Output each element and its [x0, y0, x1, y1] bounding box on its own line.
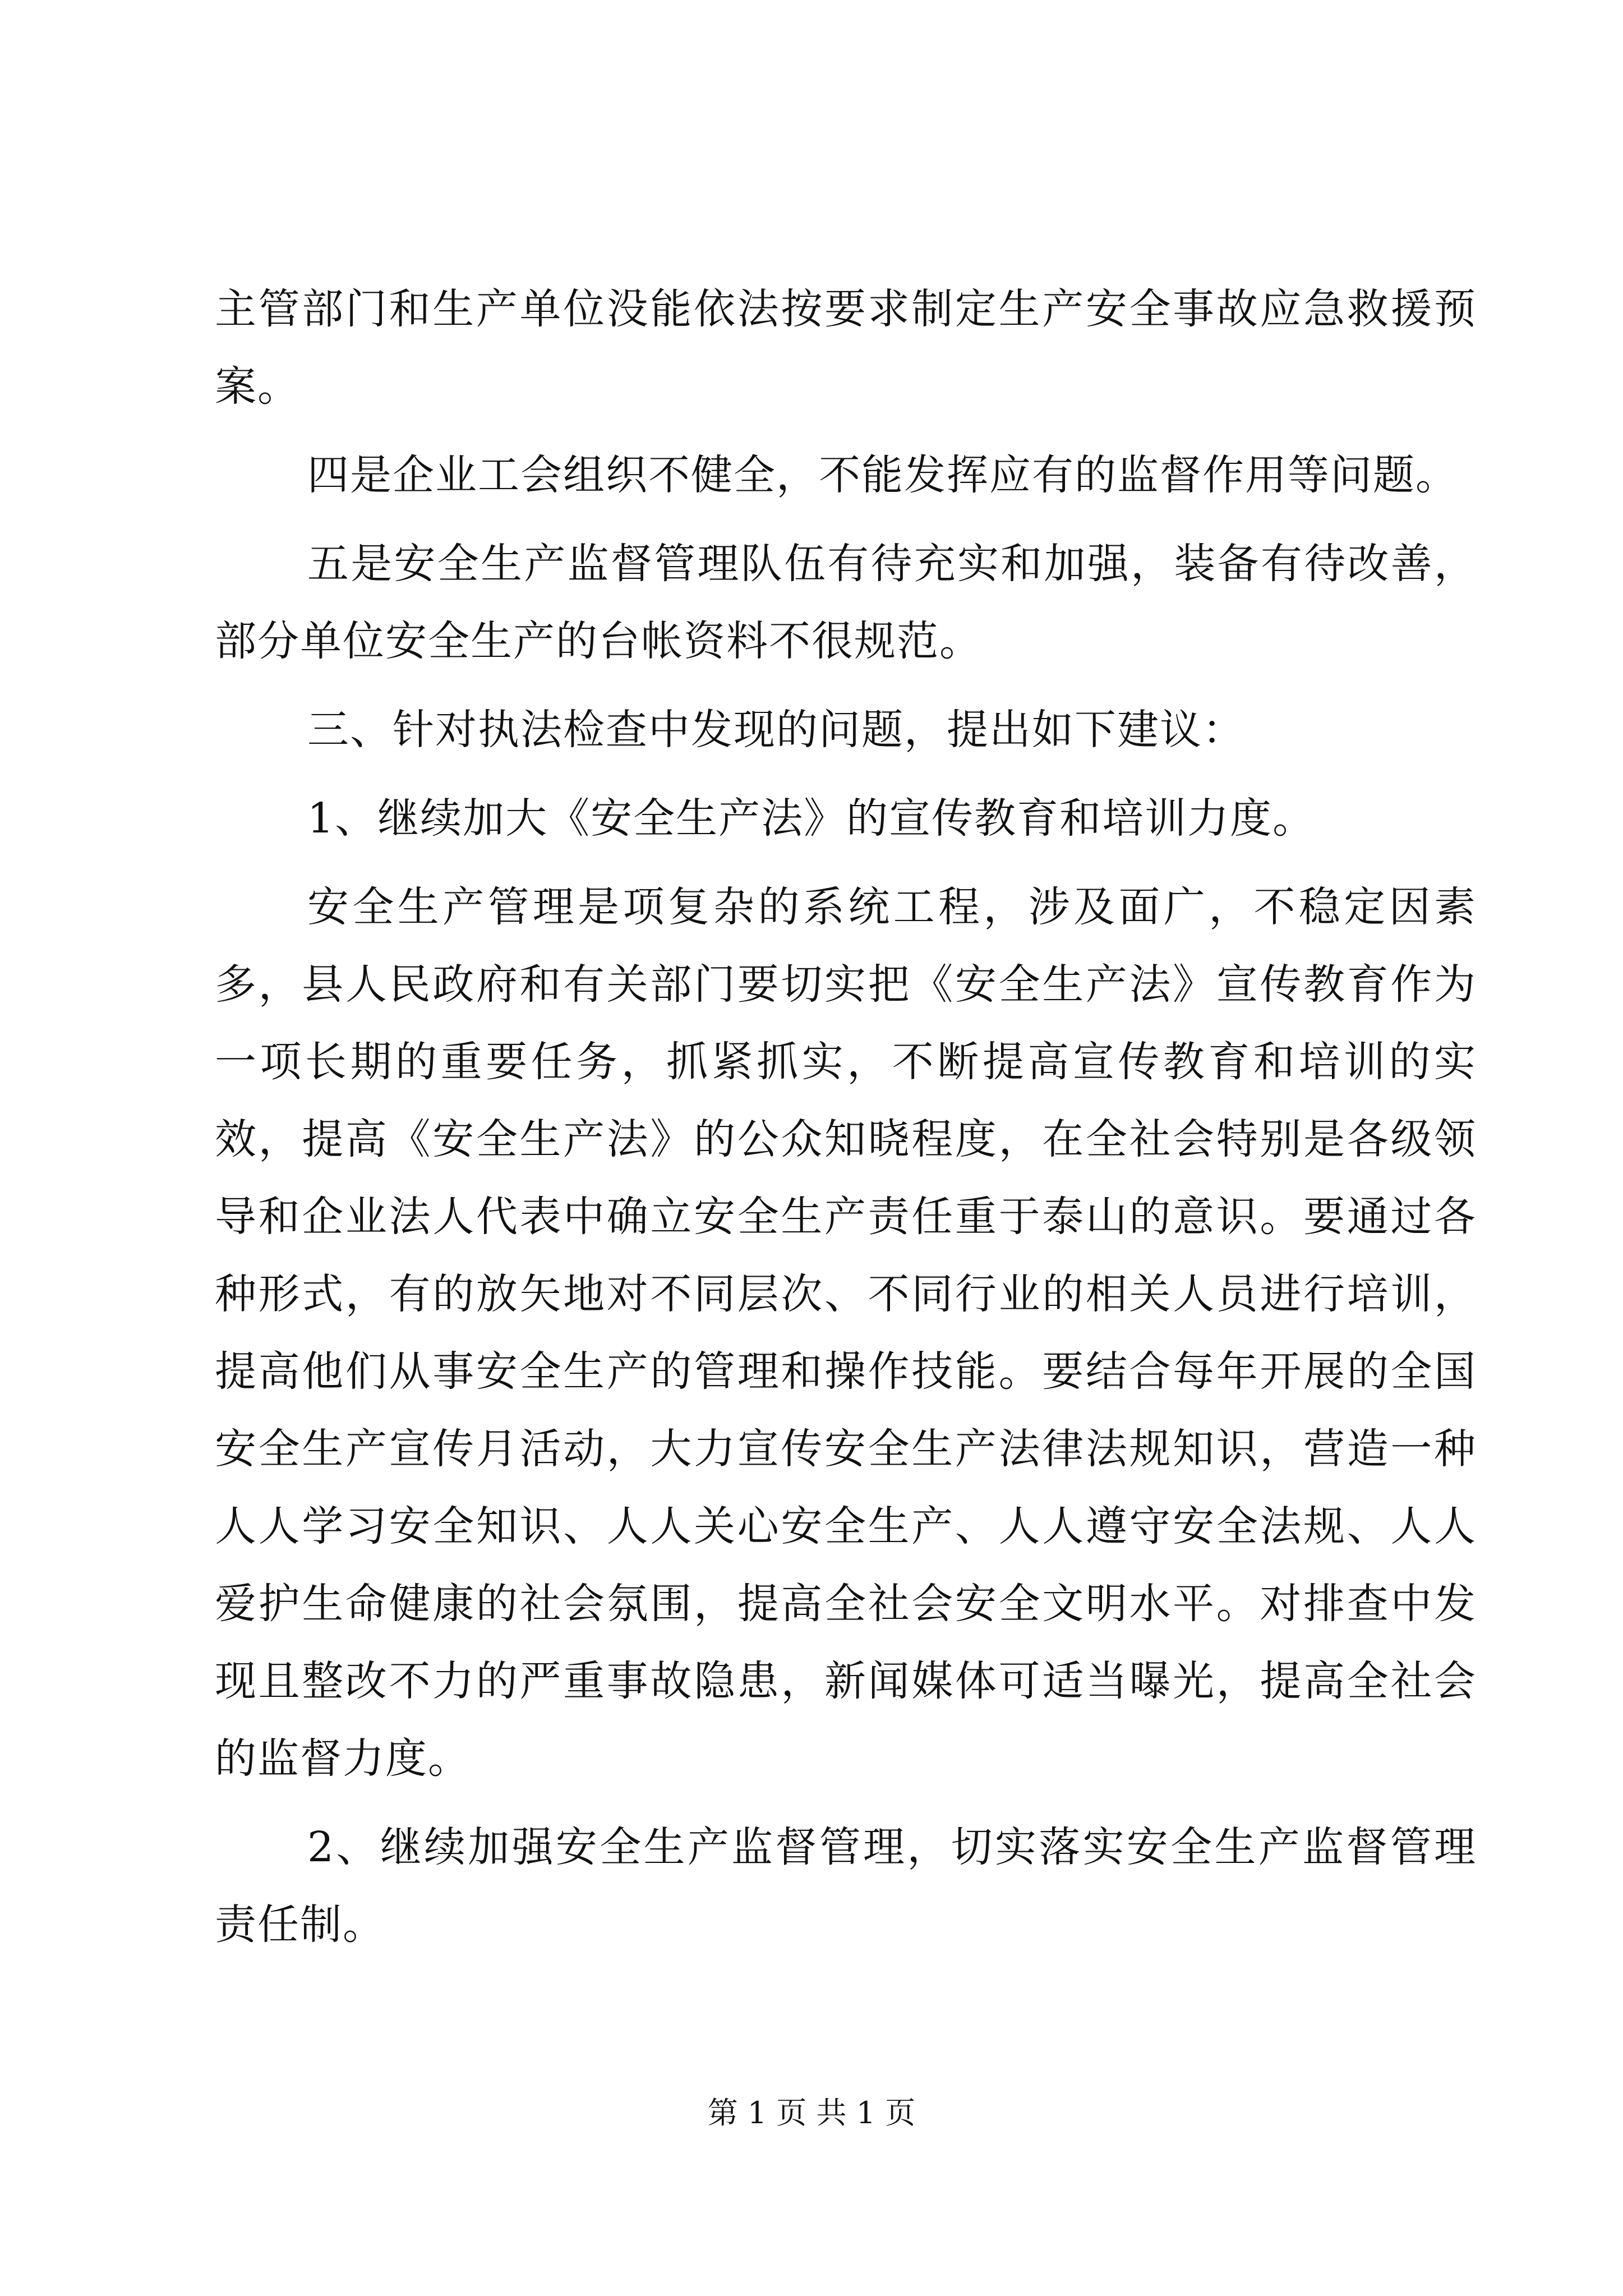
section-heading-three: 三、针对执法检查中发现的问题，提出如下建议：: [307, 706, 1245, 754]
paragraph-point-four: 四是企业工会组织不健全，不能发挥应有的监督作用等问题。: [307, 451, 1458, 499]
subheading-one: 1、继续加大《安全生产法》的宣传教育和培训力度。: [307, 794, 1316, 843]
subheading-two: 2、继续加强安全生产监督管理，切实落实安全生产监督管理责任制。: [215, 1823, 1477, 1949]
paragraph-point-five: 五是安全生产监督管理队伍有待充实和加强，装备有待改善，部分单位安全生产的台帐资料不很规范。: [215, 540, 1477, 665]
paragraph-body: 安全生产管理是项复杂的系统工程，涉及面广，不稳定因素多，县人民政府和有关部门要切实把《安全生产法》宣传教育作为一项长期的重要任务，抓紧抓实，不断提高宣传教育和培训的实效，提高《安全生产法》的公众知晓程度，在全社会特别是各级领导和企业法人代表中确立安全生产责任重于泰山的意识。要通过各种形式，有的放矢地对不同层次、不同行业的相关人员进行培训，提高他们从事安全生产的管理和操作技能。要结合每年开展的全国安全生产宣传月活动，大力宣传安全生产法律法规知识，营造一种人人学习安全知识、人人关心安全生产、人人遵守安全法规、人人爱护生命健康的社会氛围，提高全社会安全文明水平。对排查中发现且整改不力的严重事故隐患，新闻媒体可适当曝光，提高全社会的监督力度。: [215, 883, 1477, 1783]
paragraph-continuation: 主管部门和生产单位没能依法按要求制定生产安全事故应急救援预案。: [215, 285, 1477, 411]
document-body: [215, 270, 1477, 1963]
page-number-footer: 第 1 页 共 1 页: [707, 2095, 916, 2131]
